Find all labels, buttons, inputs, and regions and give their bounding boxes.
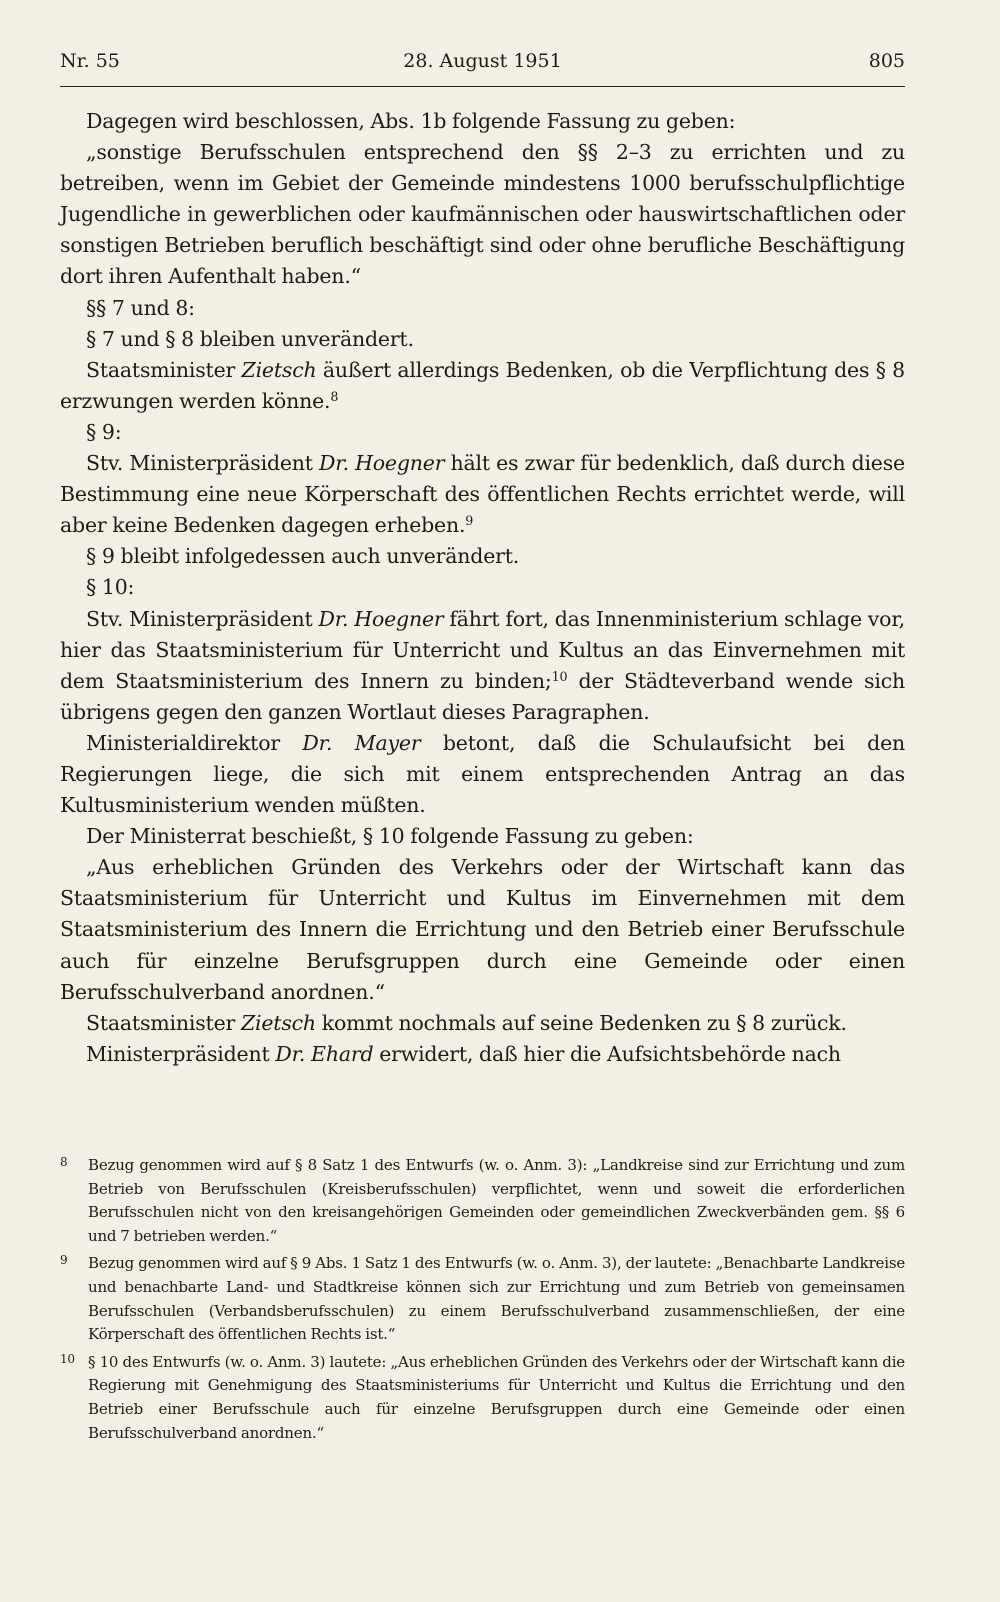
paragraph: [60, 293, 905, 324]
text-run: fährt fort, das Innenministerium schlage vor, hier das Staatsministerium für Unterricht und Kultus an das Einvernehmen mit dem Staatsministerium des Innern zu binden;: [60, 606, 905, 693]
text-run: erwidert, daß hier die Aufsichtsbehörde nach: [373, 1041, 841, 1066]
footnote: [60, 1252, 905, 1346]
text-run: „Aus erheblichen Gründen des Verkehrs oder der Wirtschaft kann das Staatsministerium für Unterricht und Kultus im Einvernehmen mit dem Staatsministerium des Innern die Errichtung und den Betrieb einer Berufsschule auch für einzelne Berufsgruppen durch eine Gemeinde oder einen Berufsschulverband anordnen.“: [60, 855, 905, 1004]
paragraph: [60, 448, 905, 541]
paragraph: [60, 355, 905, 417]
person-name: Dr. Mayer: [302, 730, 421, 755]
person-name: Dr. Hoegner: [319, 451, 445, 476]
text-run: Stv. Ministerpräsident: [86, 451, 320, 476]
footnote-reference: 10: [551, 668, 568, 684]
text-run: Der Ministerrat beschießt, § 10 folgende Fassung zu geben:: [86, 824, 694, 849]
paragraph: [60, 1039, 905, 1070]
text-run: betont, daß die Schulaufsicht bei den Regierungen liege, die sich mit einem entsprechenden Antrag an das Kultusministerium wenden müßten.: [60, 730, 905, 818]
paragraph: [60, 852, 905, 1007]
person-name: Zietsch: [240, 1010, 316, 1035]
paragraph: [60, 604, 905, 728]
text-run: der Städteverband wende sich übrigens gegen den ganzen Wortlaut dieses Paragraphen.: [60, 668, 905, 724]
text-run: § 9 bleibt infolgedessen auch unverändert.: [86, 544, 520, 569]
paragraph: [60, 728, 905, 821]
text-run: Dagegen wird beschlossen, Abs. 1b folgende Fassung zu geben:: [86, 109, 736, 133]
paragraph: [60, 324, 905, 355]
text-run: hält es zwar für bedenklich, daß durch diese Bestimmung eine neue Körperschaft des öffentlichen Rechts errichtet werde, will aber keine Bedenken dagegen erheben.: [60, 451, 905, 538]
text-run: Ministerpräsident: [86, 1041, 276, 1066]
text-run: § 10:: [86, 575, 135, 600]
footnote-reference: 8: [330, 388, 339, 404]
footnote: [60, 1154, 905, 1248]
text-run: Ministerialdirektor: [86, 730, 303, 755]
page-header: [60, 50, 905, 87]
footnote-number: 10: [60, 1351, 75, 1366]
text-run: kommt nochmals auf seine Bedenken zu § 8 zurück.: [315, 1010, 847, 1035]
page-number: 805: [868, 50, 905, 72]
text-run: Staatsminister: [86, 357, 242, 382]
footnote-reference: 9: [465, 513, 474, 529]
text-run: Stv. Ministerpräsident: [86, 606, 319, 631]
footnotes: [60, 1154, 905, 1449]
footnote-text: Bezug genommen wird auf § 9 Abs. 1 Satz 1 des Entwurfs (w. o. Anm. 3), der lautete: „Benachbarte Landkreise und benachbarte Land- und Stadtkreise können sich zur Errichtung und zum Betrieb von gemeinsamen Berufsschulen (Verbandsberufsschulen) zu einem Berufsschulverband zusammenschließen, der eine Körperschaft des öffentlichen Rechts ist.“: [88, 1254, 905, 1344]
paragraph: [60, 821, 905, 852]
paragraph: [60, 541, 905, 572]
footnote-number: 8: [60, 1155, 68, 1169]
person-name: Zietsch: [241, 357, 317, 382]
footnote-number: 9: [60, 1253, 68, 1268]
text-run: §§ 7 und 8:: [86, 295, 195, 320]
text-run: Staatsminister: [86, 1010, 241, 1035]
paragraph: [60, 417, 905, 448]
paragraph: [60, 106, 905, 137]
paragraph: [60, 572, 905, 603]
person-name: Dr. Ehard: [275, 1041, 374, 1066]
footnote-text: Bezug genommen wird auf § 8 Satz 1 des Entwurfs (w. o. Anm. 3): „Landkreise sind zur Errichtung und zum Betrieb von Berufsschulen (Kreisberufsschulen) verpflichtet, wenn und soweit die erforderlichen Berufsschulen nicht von den kreisangehörigen Gemeinden oder gemeindlichen Zweckverbänden gem. §§ 6 und 7 betrieben werden.“: [88, 1156, 905, 1245]
paragraph: [60, 137, 905, 292]
text-run: „sonstige Berufsschulen entsprechend den §§ 2–3 zu errichten und zu betreiben, wenn im Gebiet der Gemeinde mindestens 1000 berufsschulpflichtige Jugendliche in gewerblichen oder kaufmännischen oder hauswirtschaftlichen oder sonstigen Betrieben beruflich beschäftigt sind oder ohne berufliche Beschäftigung dort ihren Aufenthalt haben.“: [60, 140, 905, 289]
text-run: äußert allerdings Bedenken, ob die Verpflichtung des § 8 erzwungen werden könne.: [60, 357, 905, 413]
footnote-text: § 10 des Entwurfs (w. o. Anm. 3) lautete: „Aus erheblichen Gründen des Verkehrs oder der Wirtschaft kann die Regierung mit Genehmigung des Staatsministeriums für Unterricht und Kultus die Errichtung und den Betrieb einer Berufsschule auch für einzelne Berufsgruppen durch eine Gemeinde oder einen Berufsschulverband anordnen.“: [88, 1352, 905, 1442]
text-run: § 9:: [86, 419, 122, 444]
paragraph: [60, 1008, 905, 1039]
issue-date: 28. August 1951: [403, 50, 562, 72]
issue-number: Nr. 55: [60, 50, 120, 72]
text-run: § 7 und § 8 bleiben unverändert.: [86, 326, 414, 351]
footnote: [60, 1351, 905, 1445]
body-text: [60, 106, 905, 1070]
person-name: Dr. Hoegner: [318, 606, 444, 631]
